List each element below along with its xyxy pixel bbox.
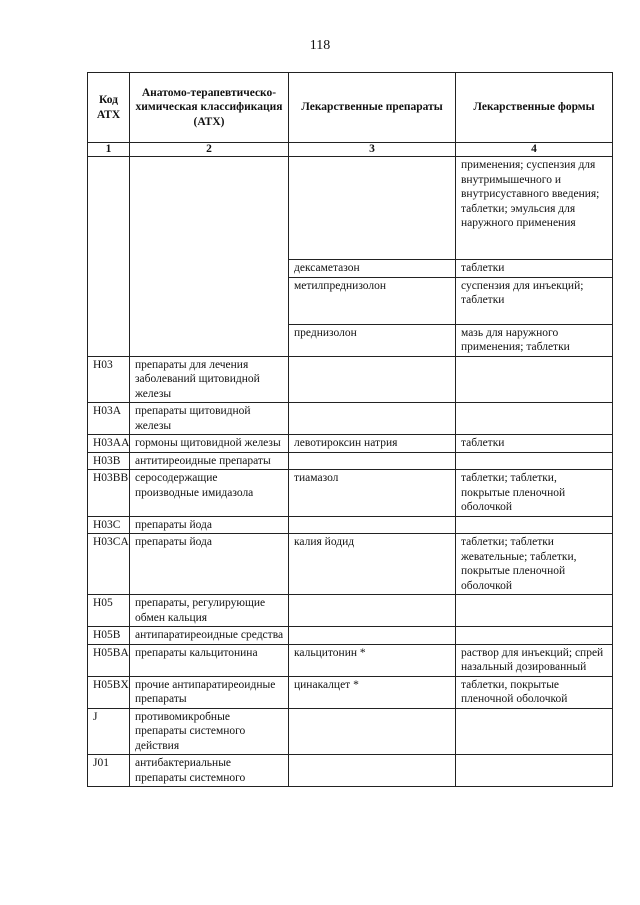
cell-code: J01 — [88, 755, 130, 787]
header-code: Код АТХ — [88, 73, 130, 143]
cell-classification: антибактериальные препараты системного — [130, 755, 289, 787]
table-row — [88, 157, 613, 260]
cell-classification: антитиреоидные препараты — [130, 452, 289, 470]
cell-classification: препараты йода — [130, 534, 289, 595]
cell-form — [456, 356, 613, 403]
cell-drug — [289, 595, 456, 627]
page-number: 118 — [309, 38, 331, 53]
cell-code: J — [88, 708, 130, 755]
cell-code: H05BA — [88, 644, 130, 676]
cell-drug — [289, 452, 456, 470]
header-classification: Анатомо-терапевтическо-химическая классификация (АТХ) — [130, 73, 289, 143]
table-row — [88, 595, 613, 627]
cell-form — [456, 595, 613, 627]
cell-classification: препараты кальцитонина — [130, 644, 289, 676]
cell-classification — [130, 277, 289, 324]
cell-form — [456, 708, 613, 755]
cell-form: суспензия для инъекций; таблетки — [456, 277, 613, 324]
cell-form: мазь для наружного применения; таблетки — [456, 324, 613, 356]
table-row — [88, 644, 613, 676]
cell-classification: препараты йода — [130, 516, 289, 534]
cell-code: H03BB — [88, 470, 130, 517]
cell-drug — [289, 403, 456, 435]
cell-code: H03B — [88, 452, 130, 470]
cell-drug: цинакалцет * — [289, 676, 456, 708]
header-forms: Лекарственные формы — [456, 73, 613, 143]
cell-drug — [289, 627, 456, 645]
cell-classification — [130, 324, 289, 356]
cell-code: H03AA — [88, 435, 130, 453]
cell-code: H03CA — [88, 534, 130, 595]
cell-classification: препараты, регулирующие обмен кальция — [130, 595, 289, 627]
header-drugs: Лекарственные препараты — [289, 73, 456, 143]
cell-form: применения; суспензия для внутримышечного и внутрисуставного введения; таблетки; эмульсия для наружного применения — [456, 157, 613, 260]
cell-drug: преднизолон — [289, 324, 456, 356]
cell-form: таблетки; таблетки, покрытые пленочной оболочкой — [456, 470, 613, 517]
cell-classification: прочие антипаратиреоидные препараты — [130, 676, 289, 708]
cell-classification — [130, 157, 289, 260]
cell-classification: антипаратиреоидные средства — [130, 627, 289, 645]
cell-drug: метилпреднизолон — [289, 277, 456, 324]
cell-form — [456, 403, 613, 435]
table-row — [88, 435, 613, 453]
table-row — [88, 755, 613, 787]
cell-form: таблетки; таблетки жевательные; таблетки, покрытые пленочной оболочкой — [456, 534, 613, 595]
cell-form — [456, 627, 613, 645]
column-number: 1 — [88, 143, 130, 157]
table-row — [88, 452, 613, 470]
table-row — [88, 516, 613, 534]
cell-code: H05BX — [88, 676, 130, 708]
table-row — [88, 470, 613, 517]
cell-code — [88, 157, 130, 260]
column-number: 4 — [456, 143, 613, 157]
column-number-row — [88, 143, 613, 157]
cell-drug — [289, 157, 456, 260]
cell-code: H05 — [88, 595, 130, 627]
table-row — [88, 627, 613, 645]
cell-code: H03C — [88, 516, 130, 534]
table-row — [88, 676, 613, 708]
cell-drug — [289, 356, 456, 403]
cell-drug — [289, 755, 456, 787]
column-number: 3 — [289, 143, 456, 157]
table-row — [88, 403, 613, 435]
cell-form: раствор для инъекций; спрей назальный дозированный — [456, 644, 613, 676]
cell-drug — [289, 708, 456, 755]
cell-code: H03 — [88, 356, 130, 403]
cell-drug: левотироксин натрия — [289, 435, 456, 453]
table-row — [88, 277, 613, 324]
table-row — [88, 534, 613, 595]
table-row — [88, 324, 613, 356]
cell-drug: тиамазол — [289, 470, 456, 517]
cell-classification: препараты щитовидной железы — [130, 403, 289, 435]
atx-table — [87, 72, 613, 787]
cell-form — [456, 452, 613, 470]
cell-drug: калия йодид — [289, 534, 456, 595]
cell-drug — [289, 516, 456, 534]
cell-classification: серосодержащие производные имидазола — [130, 470, 289, 517]
table-row — [88, 708, 613, 755]
cell-form — [456, 516, 613, 534]
cell-classification — [130, 260, 289, 278]
cell-code — [88, 277, 130, 324]
cell-classification: препараты для лечения заболеваний щитовидной железы — [130, 356, 289, 403]
cell-form — [456, 755, 613, 787]
cell-classification: гормоны щитовидной железы — [130, 435, 289, 453]
cell-code — [88, 260, 130, 278]
cell-classification: противомикробные препараты системного действия — [130, 708, 289, 755]
cell-code — [88, 324, 130, 356]
cell-form: таблетки, покрытые пленочной оболочкой — [456, 676, 613, 708]
cell-code: H05B — [88, 627, 130, 645]
header-row — [88, 73, 613, 143]
table-row — [88, 260, 613, 278]
table-row — [88, 356, 613, 403]
cell-drug: кальцитонин * — [289, 644, 456, 676]
column-number: 2 — [130, 143, 289, 157]
cell-form: таблетки — [456, 435, 613, 453]
cell-code: H03A — [88, 403, 130, 435]
cell-drug: дексаметазон — [289, 260, 456, 278]
cell-form: таблетки — [456, 260, 613, 278]
